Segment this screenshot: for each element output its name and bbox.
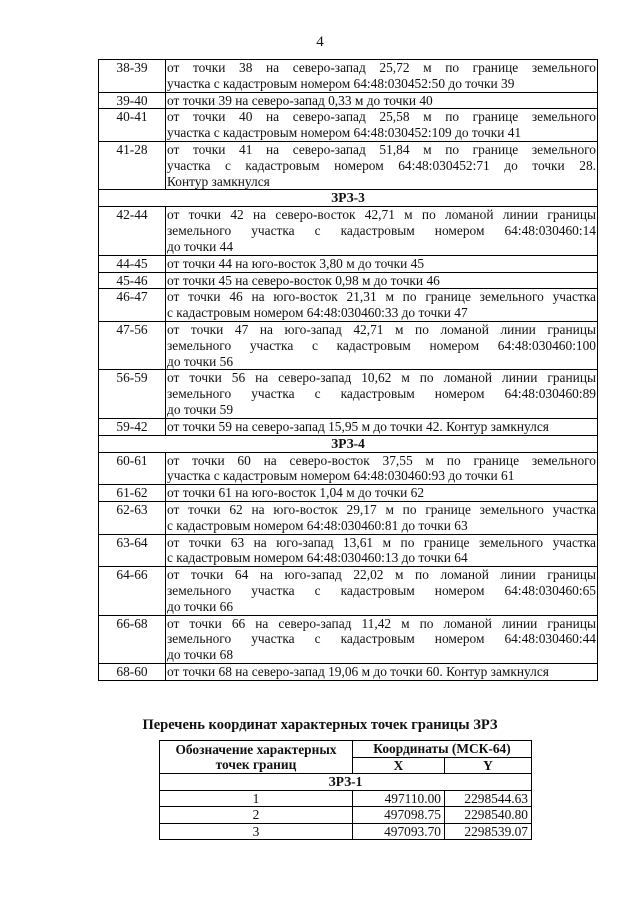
segment-code: 38-39 <box>99 60 166 93</box>
x-value: 497098.75 <box>353 807 445 824</box>
description-line: земельного участка с кадастровым номером 64:48:030460:100 <box>167 337 596 353</box>
description-line: участка с кадастровым номером 64:48:030452:109 до точки 41 <box>167 125 522 141</box>
segment-row <box>99 615 598 663</box>
segment-row <box>99 485 598 502</box>
segment-row <box>99 418 598 435</box>
segment-description <box>166 109 598 142</box>
segment-code: 59-42 <box>99 418 166 435</box>
segment-description <box>166 289 598 322</box>
description-line: от точки 47 на юго-запад 42,71 м по ломаной линии границы <box>167 321 596 337</box>
description-line: от точки 64 на юго-запад 22,02 м по ломаной линии границы <box>167 567 596 583</box>
coordinate-row <box>160 823 532 840</box>
segment-code: 62-63 <box>99 501 166 534</box>
segment-code: 44-45 <box>99 255 166 272</box>
segment-row <box>99 534 598 567</box>
description-line: от точки 39 на северо-запад 0,33 м до точки 40 <box>167 92 433 108</box>
section-row <box>99 190 598 207</box>
description-line: от точки 56 на северо-запад 10,62 м по ломаной линии границы <box>167 370 596 386</box>
segment-description <box>166 663 598 680</box>
page-number: 4 <box>316 34 324 50</box>
coordinates-title: Перечень координат характерных точек границы ЗРЗ <box>142 717 498 733</box>
description-line: до точки 59 <box>167 401 234 417</box>
description-line: участка с кадастровым номером 64:48:030452:71 до точки 28. <box>167 157 596 173</box>
x-value: 497093.70 <box>353 823 445 840</box>
x-header: X <box>353 757 445 774</box>
description-line: с кадастровым номером 64:48:030460:33 до точки 47 <box>167 305 468 321</box>
segment-code: 47-56 <box>99 321 166 369</box>
segment-row <box>99 567 598 615</box>
segment-row <box>99 141 598 189</box>
description-line: до точки 44 <box>167 238 234 254</box>
segment-code: 66-68 <box>99 615 166 663</box>
segment-description <box>166 501 598 534</box>
segment-description <box>166 207 598 255</box>
segment-description <box>166 615 598 663</box>
description-line: земельного участка с кадастровым номером 64:48:030460:14 <box>167 223 596 239</box>
segment-description <box>166 485 598 502</box>
description-line: от точки 63 на юго-запад 13,61 м по границе земельного участка <box>167 534 596 550</box>
boundary-segments-table <box>98 59 598 681</box>
description-line: от точки 38 на северо-запад 25,72 м по границе земельного <box>167 60 596 75</box>
segment-code: 60-61 <box>99 452 166 485</box>
segment-row <box>99 255 598 272</box>
segment-code: 63-64 <box>99 534 166 567</box>
segment-description <box>166 141 598 189</box>
segment-description <box>166 321 598 369</box>
description-line: от точки 40 на северо-запад 25,58 м по границе земельного <box>167 109 596 125</box>
description-line: от точки 62 на юго-восток 29,17 м по границе земельного участка <box>167 501 596 517</box>
segment-description <box>166 534 598 567</box>
point-number: 1 <box>160 790 353 807</box>
section-title: ЗРЗ-3 <box>99 190 598 207</box>
coords-header: Координаты (МСК-64) <box>353 741 532 758</box>
description-line: до точки 66 <box>167 598 234 614</box>
y-value: 2298539.07 <box>445 823 532 840</box>
description-line: от точки 68 на северо-запад 19,06 м до точки 60. Контур замкнулся <box>167 663 549 679</box>
description-line: Контур замкнулся <box>167 173 270 189</box>
segment-row <box>99 207 598 255</box>
coordinate-row <box>160 790 532 807</box>
segment-code: 45-46 <box>99 272 166 289</box>
y-value: 2298544.63 <box>445 790 532 807</box>
description-line: земельного участка с кадастровым номером 64:48:030460:44 <box>167 631 596 647</box>
segment-description <box>166 272 598 289</box>
segment-row <box>99 501 598 534</box>
segment-row <box>99 60 598 93</box>
segment-row <box>99 289 598 322</box>
y-header: Y <box>445 757 532 774</box>
description-line: с кадастровым номером 64:48:030460:13 до точки 64 <box>167 550 468 566</box>
segment-code: 46-47 <box>99 289 166 322</box>
segment-description <box>166 60 598 93</box>
section-row <box>99 435 598 452</box>
description-line: от точки 66 на северо-запад 11,42 м по ломаной линии границы <box>167 615 596 631</box>
segment-description <box>166 452 598 485</box>
segment-row <box>99 452 598 485</box>
segment-row <box>99 663 598 680</box>
description-line: от точки 42 на северо-восток 42,71 м по ломаной линии границы <box>167 207 596 223</box>
description-line: от точки 61 на юго-восток 1,04 м до точки 62 <box>167 485 425 501</box>
segment-description <box>166 370 598 418</box>
segment-row <box>99 92 598 109</box>
x-value: 497110.00 <box>353 790 445 807</box>
coords-section-zrz1: ЗРЗ-1 <box>160 774 532 791</box>
segment-code: 61-62 <box>99 485 166 502</box>
segment-row <box>99 272 598 289</box>
coordinates-table <box>159 740 532 840</box>
segment-description <box>166 255 598 272</box>
segment-row <box>99 109 598 142</box>
point-number: 2 <box>160 807 353 824</box>
description-line: от точки 46 на юго-восток 21,31 м по границе земельного участка <box>167 289 596 305</box>
segment-row <box>99 370 598 418</box>
description-line: участка с кадастровым номером 64:48:030452:50 до точки 39 <box>167 75 515 91</box>
segment-code: 40-41 <box>99 109 166 142</box>
points-header-line2: точек границ <box>215 757 297 772</box>
description-line: от точки 60 на северо-восток 37,55 м по границе земельного <box>167 452 596 468</box>
y-value: 2298540.80 <box>445 807 532 824</box>
segment-description <box>166 418 598 435</box>
point-number: 3 <box>160 823 353 840</box>
segment-code: 41-28 <box>99 141 166 189</box>
description-line: до точки 56 <box>167 353 234 369</box>
coordinate-row <box>160 807 532 824</box>
segment-code: 42-44 <box>99 207 166 255</box>
description-line: от точки 41 на северо-запад 51,84 м по границе земельного <box>167 141 596 157</box>
description-line: земельного участка с кадастровым номером 64:48:030460:65 <box>167 582 596 598</box>
points-header <box>160 741 353 774</box>
description-line: от точки 44 на юго-восток 3,80 м до точки 45 <box>167 255 425 271</box>
segment-description <box>166 567 598 615</box>
segment-code: 56-59 <box>99 370 166 418</box>
description-line: до точки 68 <box>167 647 234 663</box>
segment-description <box>166 92 598 109</box>
description-line: от точки 59 на северо-запад 15,95 м до точки 42. Контур замкнулся <box>167 418 549 434</box>
segment-row <box>99 321 598 369</box>
section-title: ЗРЗ-4 <box>99 435 598 452</box>
description-line: с кадастровым номером 64:48:030460:81 до точки 63 <box>167 517 468 533</box>
description-line: участка с кадастровым номером 64:48:030460:93 до точки 61 <box>167 468 515 484</box>
description-line: земельного участка с кадастровым номером 64:48:030460:89 <box>167 386 596 402</box>
points-header-line1: Обозначение характерных <box>175 741 337 757</box>
segment-code: 64-66 <box>99 567 166 615</box>
segment-code: 68-60 <box>99 663 166 680</box>
segment-code: 39-40 <box>99 92 166 109</box>
description-line: от точки 45 на северо-восток 0,98 м до точки 46 <box>167 272 440 288</box>
